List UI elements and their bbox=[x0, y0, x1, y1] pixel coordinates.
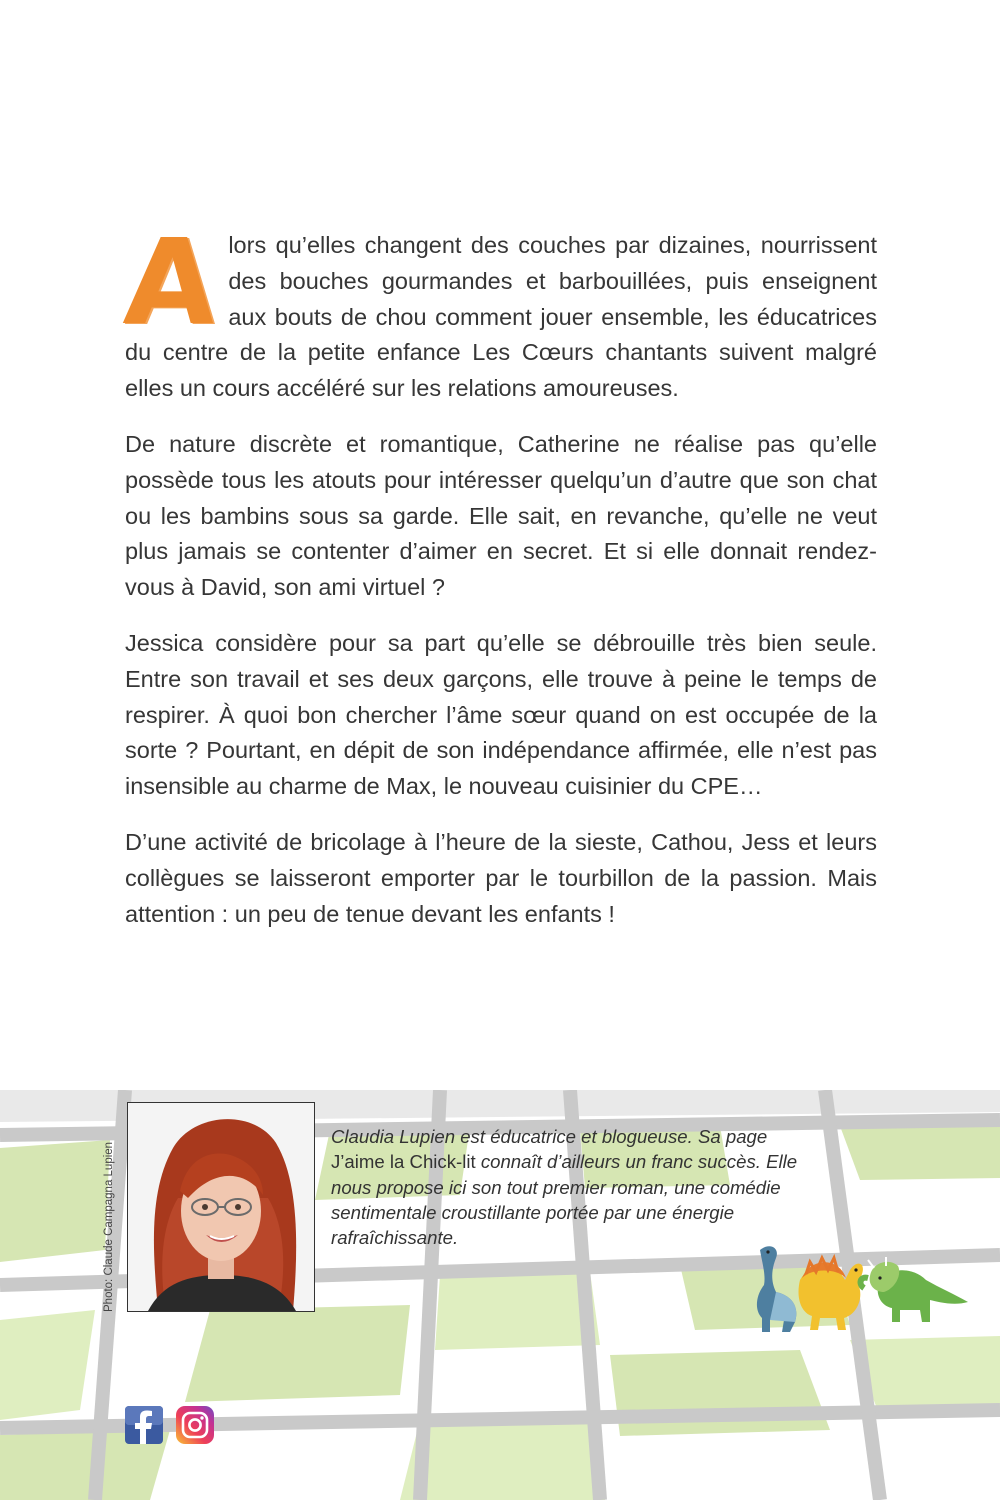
bio-text-end: connaît d’ailleurs un franc succès. Elle nous propose ici son tout premier roman, une comédie sentimentale croustillante portée par une énergie rafraîchissante. bbox=[331, 1151, 798, 1249]
paragraph-jessica: Jessica considère pour sa part qu’elle se débrouille très bien seule. Entre son travail et ses deux garçons, elle trouve à peine le temps de respirer. À quoi bon chercher l’âme sœur quand on est occupée de la sorte ? Pourtant, en dépit de son indépendance affirmée, elle n’est pas insensible au charme de Max, le nouveau cuisinier du CPE… bbox=[125, 629, 877, 800]
blue-dinosaur bbox=[757, 1246, 796, 1332]
bio-text-start: Claudia Lupien est éducatrice et blogueuse. Sa page bbox=[331, 1126, 768, 1147]
yellow-dinosaur bbox=[799, 1258, 863, 1330]
paragraph-intro-text: lors qu’elles changent des couches par dizaines, nourrissent des bouches gourmandes et barbouillées, puis enseignent aux bouts de chou comment jouer ensemble, les éducatrices du centre de la petite enfance Les Cœurs chantants suivent malgré elles un cours accéléré sur les relations amoureuses. bbox=[125, 232, 877, 402]
facebook-icon[interactable] bbox=[125, 1406, 163, 1444]
book-description bbox=[120, 213, 877, 952]
author-photo bbox=[127, 1102, 315, 1312]
author-portrait-illustration bbox=[128, 1103, 314, 1311]
paragraph-catherine: De nature discrète et romantique, Catherine ne réalise pas qu’elle possède tous les atouts pour intéresser quelqu’un d’autre que son chat ou les bambins sous sa garde. Elle sait, en revanche, qu’elle ne veut plus jamais se contenter d’aimer en secret. Et si elle donnait rendez-vous à David, son ami virtuel ? bbox=[125, 430, 877, 601]
paragraph-intro bbox=[120, 213, 877, 407]
dinosaurs-illustration bbox=[740, 1240, 970, 1335]
photo-credit: Photo: Claude Campagna Lupien bbox=[103, 1141, 115, 1312]
paragraph-closing: D’une activité de bricolage à l’heure de la sieste, Cathou, Jess et leurs collègues se laisseront emporter par le tourbillon de la passion. Mais attention : un peu de tenue devant les enfants ! bbox=[125, 828, 877, 927]
author-bio bbox=[331, 1124, 806, 1250]
drop-cap-letter: A bbox=[120, 213, 222, 351]
green-triceratops bbox=[861, 1257, 968, 1322]
bio-page-name: J’aime la Chick-lit bbox=[331, 1151, 476, 1173]
instagram-icon[interactable] bbox=[176, 1406, 214, 1444]
